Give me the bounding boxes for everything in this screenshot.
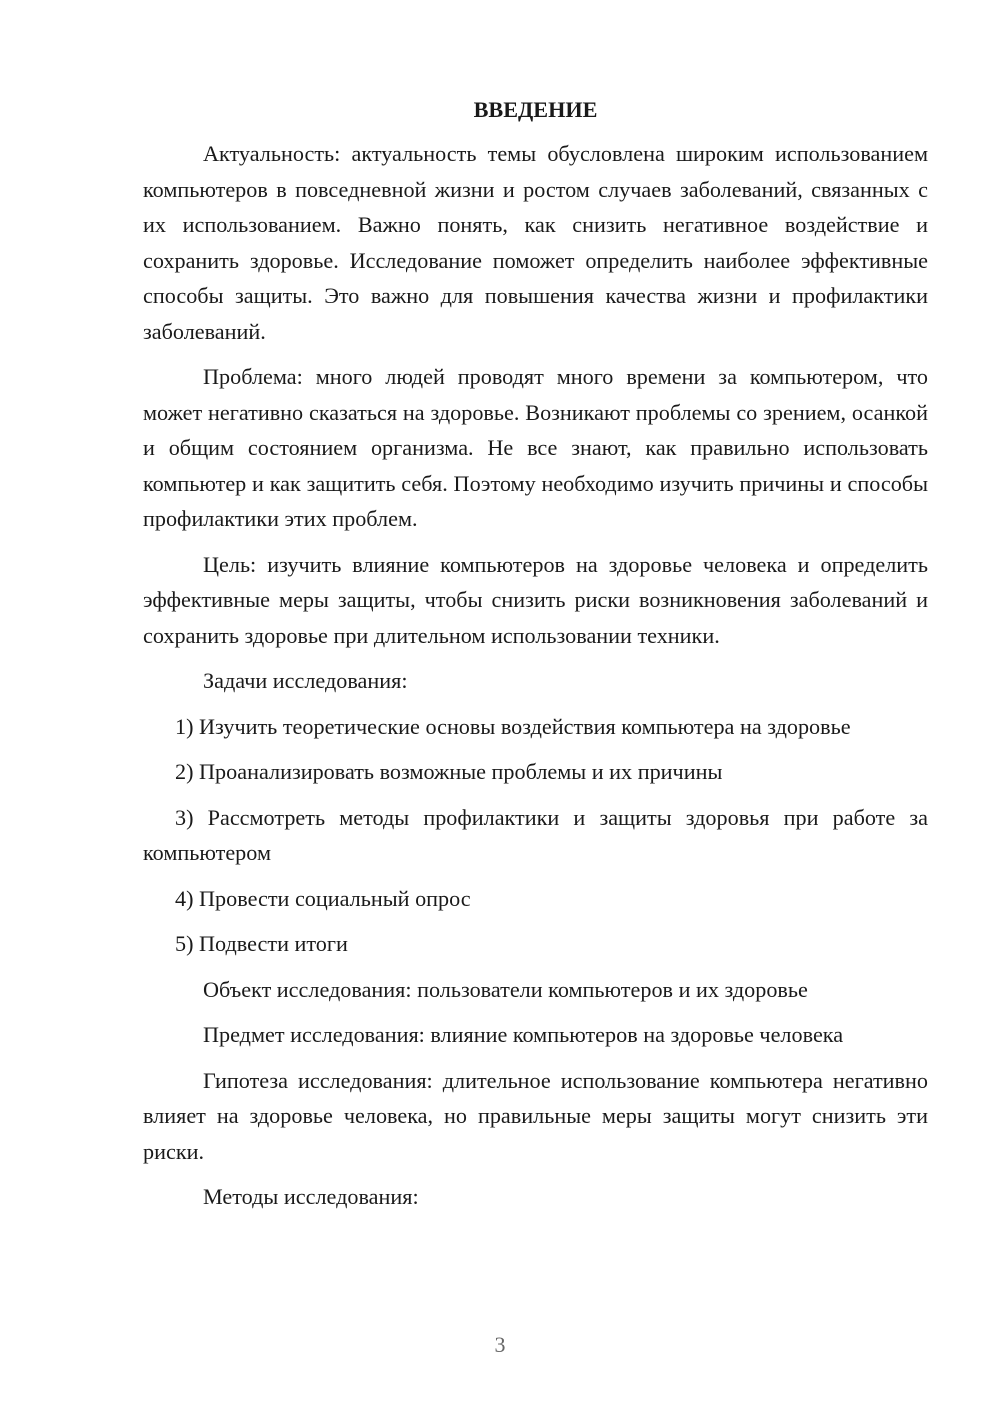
tasks-heading: Задачи исследования: bbox=[203, 668, 408, 693]
paragraph-relevance: Актуальность: актуальность темы обусловлена широким использованием компьютеров в повседневной жизни и ростом случаев заболеваний, связанных с их использованием. Важно понять, как снизить негативное воздействие и сохранить здоровье. Исследование поможет определить наиболее эффективные способы защиты. Это важно для повышения качества жизни и профилактики заболеваний. bbox=[143, 141, 928, 344]
methods-heading: Методы исследования: bbox=[203, 1184, 419, 1209]
page-title: ВВЕДЕНИЕ bbox=[473, 97, 598, 122]
paragraph-subject: Предмет исследования: влияние компьютеров на здоровье человека bbox=[203, 1022, 844, 1047]
paragraph-hypothesis: Гипотеза исследования: длительное использование компьютера негативно влияет на здоровье человека, но правильные меры защиты могут снизить эти риски. bbox=[143, 1067, 928, 1164]
paragraph-object: Объект исследования: пользователи компьютеров и их здоровье bbox=[203, 976, 808, 1002]
paragraph-problem: Проблема: много людей проводят много времени за компьютером, что может негативно сказаться на здоровье. Возникают проблемы со зрением, осанкой и общим состоянием организма. Не все знают, как правильно использовать компьютер и как защитить себя. Поэтому необходимо изучить причины и способы профилактики этих проблем. bbox=[143, 364, 928, 531]
paragraph-goal: Цель: изучить влияние компьютеров на здоровье человека и определить эффективные меры защиты, чтобы снизить риски возникновения заболеваний и сохранить здоровье при длительном использовании техники. bbox=[143, 551, 928, 648]
task-item-2: 2) Проанализировать возможные проблемы и их причины bbox=[175, 759, 723, 784]
task-item-3: 3) Рассмотреть методы профилактики и защиты здоровья при работе за компьютером bbox=[143, 804, 928, 865]
page-number: 3 bbox=[494, 1332, 506, 1357]
task-item-1: 1) Изучить теоретические основы воздействия компьютера на здоровье bbox=[175, 713, 851, 739]
task-item-5: 5) Подвести итоги bbox=[175, 931, 348, 956]
page-content bbox=[143, 94, 928, 1225]
task-item-4: 4) Провести социальный опрос bbox=[175, 885, 471, 911]
